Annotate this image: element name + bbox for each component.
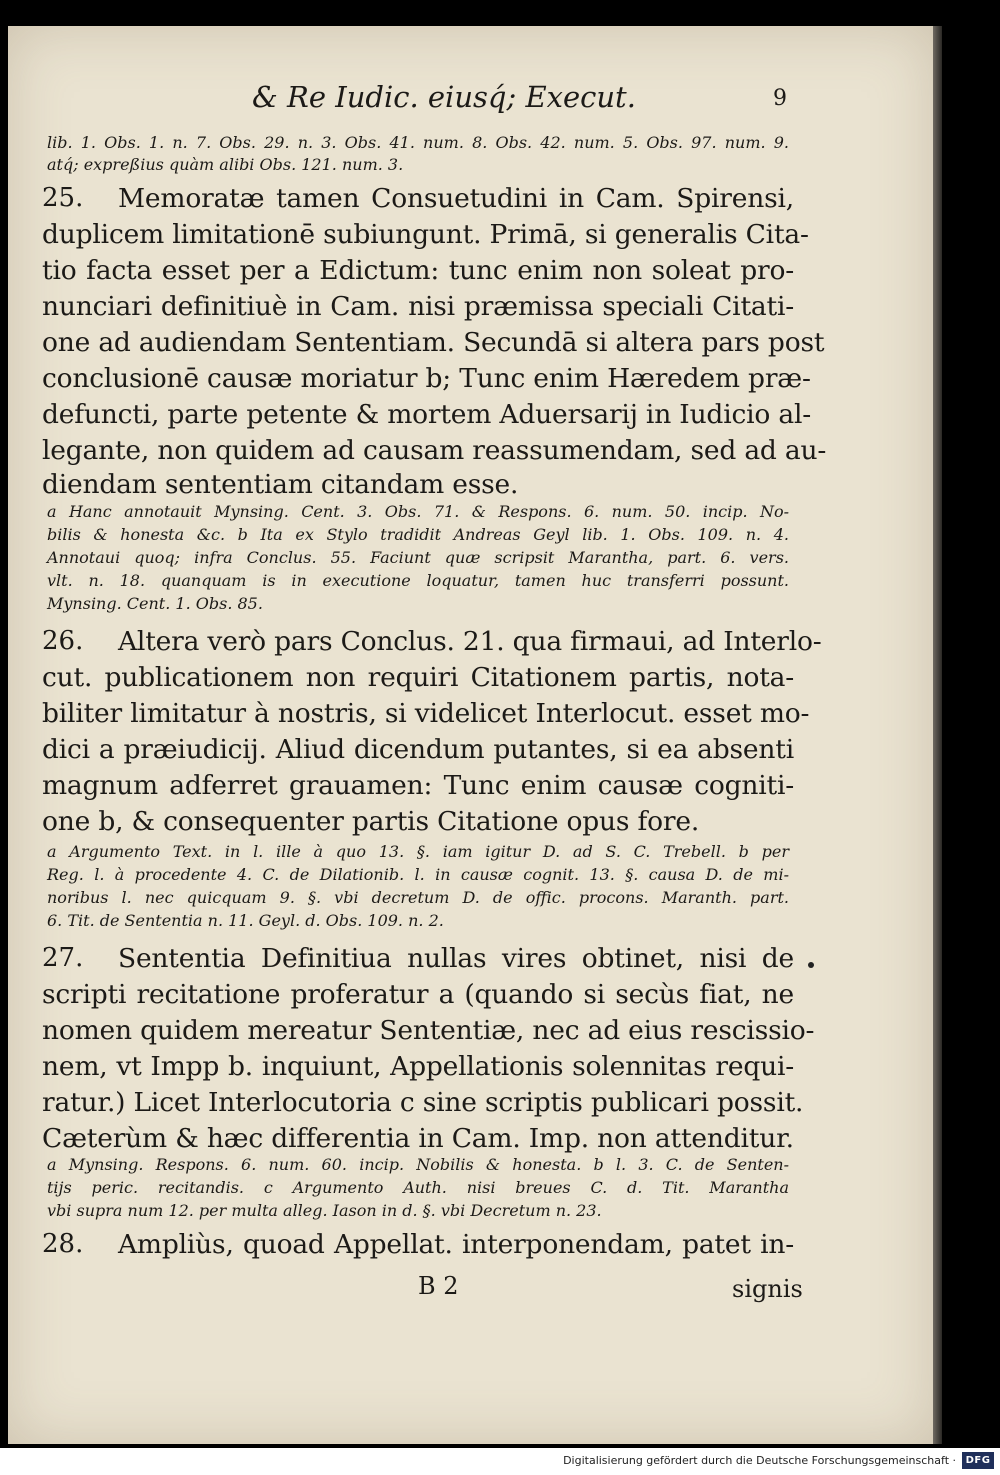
body-text-line: one ad audiendam Sententiam. Secundā si altera pars post bbox=[42, 327, 825, 358]
funding-credit: Digitalisierung gefördert durch die Deutsche Forschungsgemeinschaft · bbox=[563, 1454, 956, 1467]
body-text-line: ratur.) Licet Interlocutoria c sine scriptis publicari possit. bbox=[42, 1087, 804, 1118]
footnote-line: a Mynsing. Respons. 6. num. 60. incip. Nobilis & honesta. b l. 3. C. de Senten- bbox=[47, 1155, 789, 1174]
body-text-line: dici a præiudicij. Aliud dicendum putantes, si ea absenti bbox=[42, 734, 794, 765]
footnote-line: vbi supra num 12. per multa alleg. Iason in d. §. vbi Decretum n. 23. bbox=[47, 1201, 602, 1220]
footnote-line: atq́; expreßius quàm alibi Obs. 121. num. 3. bbox=[47, 155, 404, 174]
body-text-line: scripti recitatione proferatur a (quando si secùs fiat, ne bbox=[42, 979, 794, 1010]
paragraph-number: 27. bbox=[42, 943, 84, 973]
footnote-line: bilis & honesta &c. b Ita ex Stylo tradidit Andreas Geyl lib. 1. Obs. 109. n. 4. bbox=[47, 525, 789, 544]
body-text-line: legante, non quidem ad causam reassumendam, sed ad au- bbox=[42, 435, 827, 466]
footnote-line: Mynsing. Cent. 1. Obs. 85. bbox=[47, 594, 263, 613]
paragraph-number: 28. bbox=[42, 1229, 84, 1259]
paragraph-number: 25. bbox=[42, 183, 84, 213]
margin-mark bbox=[808, 962, 814, 968]
footnote-line: vlt. n. 18. quanquam is in executione loquatur, tamen huc transferri possunt. bbox=[47, 571, 789, 590]
body-text-line: nem, vt Impp b. inquiunt, Appellationis solennitas requi- bbox=[42, 1051, 794, 1082]
footnote-line: a Argumento Text. in l. ille à quo 13. §. iam igitur D. ad S. C. Trebell. b per bbox=[47, 842, 789, 861]
footnote-line: a Hanc annotauit Mynsing. Cent. 3. Obs. 71. & Respons. 6. num. 50. incip. No- bbox=[47, 502, 789, 521]
running-head: & Re Iudic. eiusq́; Execut. bbox=[252, 80, 636, 114]
body-text-line: Sententia Definitiua nullas vires obtinet, nisi de bbox=[118, 943, 794, 974]
body-text-line: Ampliùs, quoad Appellat. interponendam, patet in- bbox=[118, 1229, 794, 1260]
footnote-line: 6. Tit. de Sententia n. 11. Geyl. d. Obs. 109. n. 2. bbox=[47, 911, 444, 930]
body-text-line: Cæterùm & hæc differentia in Cam. Imp. non attenditur. bbox=[42, 1123, 794, 1154]
dfg-logo: DFG bbox=[962, 1452, 994, 1469]
body-text-line: magnum adferret grauamen: Tunc enim causæ cogniti- bbox=[42, 770, 794, 801]
page-header bbox=[0, 80, 940, 124]
body-text-line: Altera verò pars Conclus. 21. qua firmaui, ad Interlo- bbox=[118, 626, 822, 657]
footnote-line: Reg. l. à procedente 4. C. de Dilationib. l. in causæ cognit. 13. §. causa D. de mi- bbox=[47, 865, 789, 884]
page-number: 9 bbox=[773, 86, 787, 111]
paragraph-number: 26. bbox=[42, 626, 84, 656]
body-text-line: nunciari definitiuè in Cam. nisi præmissa speciali Citati- bbox=[42, 291, 794, 322]
body-text-line: one b, & consequenter partis Citatione opus fore. bbox=[42, 806, 700, 837]
body-text-line: defuncti, parte petente & mortem Aduersarij in Iudicio al- bbox=[42, 399, 811, 430]
signature-mark: B 2 bbox=[418, 1272, 459, 1300]
body-text-line: biliter limitatur à nostris, si videlicet Interlocut. esset mo- bbox=[42, 698, 810, 729]
digitization-footer bbox=[0, 1448, 1000, 1475]
body-text-line: conclusionē causæ moriatur b; Tunc enim Hæredem præ- bbox=[42, 363, 811, 394]
footnote-line: Annotaui quoq; infra Conclus. 55. Faciunt quæ scripsit Marantha, part. 6. vers. bbox=[47, 548, 789, 567]
body-text-line: diendam sententiam citandam esse. bbox=[42, 469, 519, 500]
footnote-line: noribus l. nec quicquam 9. §. vbi decretum D. de offic. procons. Maranth. part. bbox=[47, 888, 789, 907]
body-text-line: duplicem limitationē subiungunt. Primā, si generalis Cita- bbox=[42, 219, 809, 250]
catchword: signis bbox=[732, 1275, 803, 1303]
page-edge bbox=[933, 26, 942, 1444]
footnote-line: tijs peric. recitandis. c Argumento Auth. nisi breues C. d. Tit. Marantha bbox=[47, 1178, 789, 1197]
body-text-line: tio facta esset per a Edictum: tunc enim non soleat pro- bbox=[42, 255, 794, 286]
body-text-line: cut. publicationem non requiri Citationem partis, nota- bbox=[42, 662, 794, 693]
body-text-line: Memoratæ tamen Consuetudini in Cam. Spirensi, bbox=[118, 183, 794, 214]
footnote-line: lib. 1. Obs. 1. n. 7. Obs. 29. n. 3. Obs. 41. num. 8. Obs. 42. num. 5. Obs. 97. num. 9. bbox=[47, 133, 789, 152]
body-text-line: nomen quidem mereatur Sententiæ, nec ad eius rescissio- bbox=[42, 1015, 815, 1046]
